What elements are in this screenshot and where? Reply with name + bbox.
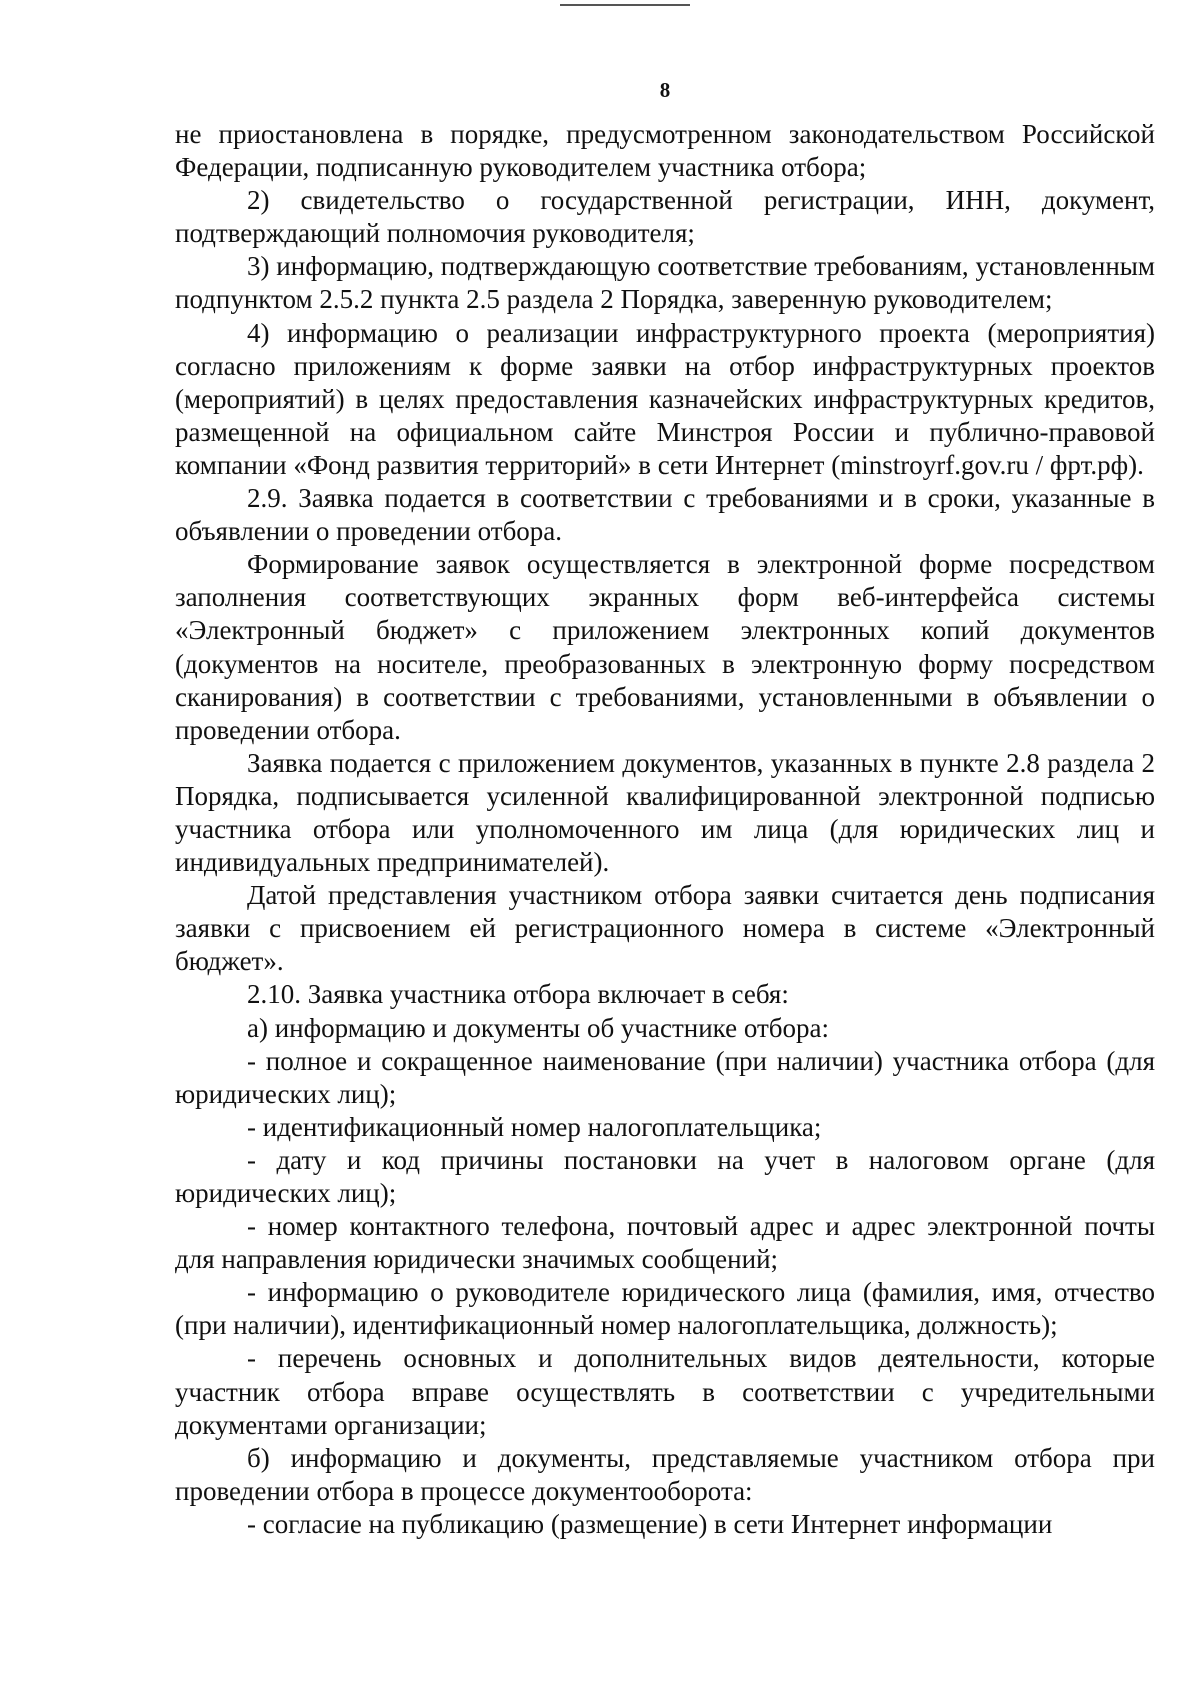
- bullet-tax-registration: - дату и код причины постановки на учет в налоговом органе (для юридических лиц);: [175, 1144, 1155, 1208]
- subclause-b: б) информацию и документы, представляемые участником отбора при проведении отбора в процессе документооборота:: [175, 1442, 1155, 1506]
- subclause-a: а) информацию и документы об участнике отбора:: [247, 1012, 830, 1043]
- clause-2-10: 2.10. Заявка участника отбора включает в себя:: [247, 979, 789, 1010]
- paragraph-continuation: не приостановлена в порядке, предусмотренном законодательством Российской Федерации, подписанную руководителем участника отбора;: [175, 119, 1155, 183]
- list-item-3: 3) информацию, подтверждающую соответствие требованиям, установленным подпунктом 2.5.2 пункта 2.5 раздела 2 Порядка, заверенную руководителем;: [175, 251, 1155, 315]
- page-number: 8: [659, 78, 671, 102]
- paragraph-application-submission: Заявка подается с приложением документов, указанных в пункте 2.8 раздела 2 Порядка, подписывается усиленной квалифицированной электронной подписью участника отбора или уполномоченного им лица (для юридических лиц и индивидуальных предпринимателей).: [175, 747, 1155, 878]
- paragraph-submission-date: Датой представления участником отбора заявки считается день подписания заявки с присвоением ей регистрационного номера в системе «Электронный бюджет».: [175, 880, 1155, 977]
- list-item-4: 4) информацию о реализации инфраструктурного проекта (мероприятия) согласно приложениям к форме заявки на отбор инфраструктурных проектов (мероприятий) в целях предоставления казначейских инфраструктурных кредитов, размещенной на официальном сайте Минстроя России и публично-правовой компании «Фонд развития территорий» в сети Интернет (minstroyrf.gov.ru / фрт.рф).: [175, 317, 1155, 480]
- document-body: [175, 118, 1155, 1541]
- bullet-activities: - перечень основных и дополнительных видов деятельности, которые участник отбора вправе осуществлять в соответствии с учредительными документами организации;: [175, 1343, 1155, 1440]
- clause-2-9: 2.9. Заявка подается в соответствии с требованиями и в сроки, указанные в объявлении о проведении отбора.: [175, 483, 1155, 547]
- bullet-head-info: - информацию о руководителе юридического лица (фамилия, имя, отчество (при наличии), идентификационный номер налогоплательщика, должность);: [175, 1277, 1155, 1341]
- bullet-inn: - идентификационный номер налогоплательщика;: [247, 1111, 822, 1142]
- scan-edge-mark: [560, 4, 690, 6]
- paragraph-forming-applications: Формирование заявок осуществляется в электронной форме посредством заполнения соответствующих экранных форм веб-интерфейса системы «Электронный бюджет» с приложением электронных копий документов (документов на носителе, преобразованных в электронную форму посредством сканирования) в соответствии с требованиями, установленными в объявлении о проведении отбора.: [175, 549, 1155, 745]
- bullet-publication-consent: - согласие на публикацию (размещение) в сети Интернет информации: [247, 1508, 1053, 1539]
- bullet-full-name: - полное и сокращенное наименование (при наличии) участника отбора (для юридических лиц);: [175, 1045, 1155, 1109]
- bullet-contacts: - номер контактного телефона, почтовый адрес и адрес электронной почты для направления юридически значимых сообщений;: [175, 1211, 1155, 1275]
- list-item-2: 2) свидетельство о государственной регистрации, ИНН, документ, подтверждающий полномочия руководителя;: [175, 185, 1155, 249]
